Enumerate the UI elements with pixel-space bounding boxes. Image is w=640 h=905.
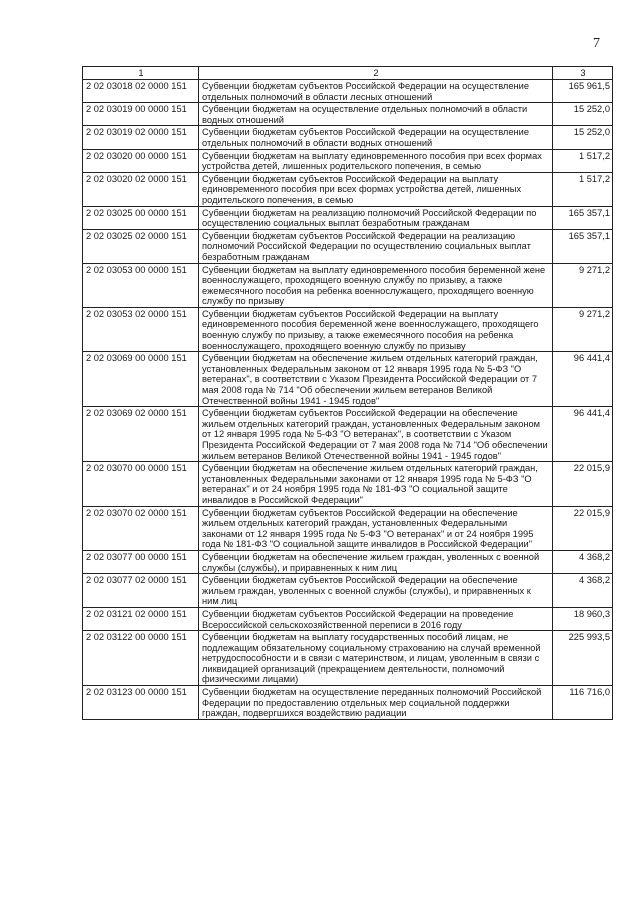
budget-code: 2 02 03069 02 0000 151 bbox=[83, 407, 199, 462]
table-row bbox=[83, 352, 613, 407]
subvention-name: Субвенции бюджетам субъектов Российской Федерации на проведение Всероссийской сельскохозяйственной переписи в 2016 году bbox=[199, 607, 553, 630]
budget-code: 2 02 03019 00 0000 151 bbox=[83, 103, 199, 126]
table-row bbox=[83, 574, 613, 608]
budget-code: 2 02 03020 02 0000 151 bbox=[83, 172, 199, 206]
budget-code: 2 02 03070 00 0000 151 bbox=[83, 462, 199, 506]
amount: 116 716,0 bbox=[553, 686, 613, 720]
budget-code: 2 02 03019 02 0000 151 bbox=[83, 126, 199, 149]
budget-code: 2 02 03025 02 0000 151 bbox=[83, 229, 199, 263]
amount: 22 015,9 bbox=[553, 462, 613, 506]
table-row bbox=[83, 550, 613, 573]
table-row bbox=[83, 80, 613, 103]
amount: 15 252,0 bbox=[553, 126, 613, 149]
header-col-2: 2 bbox=[199, 67, 553, 80]
amount: 4 368,2 bbox=[553, 574, 613, 608]
amount: 9 271,2 bbox=[553, 263, 613, 307]
table-row bbox=[83, 126, 613, 149]
amount: 96 441,4 bbox=[553, 352, 613, 407]
table-row bbox=[83, 229, 613, 263]
subvention-name: Субвенции бюджетам на выплату единовременного пособия беременной жене военнослужащего, проходящего военную службу по призыву, а также ежемесячного пособия на ребенка военнослужащего, проходящего военную службу по призыву bbox=[199, 263, 553, 307]
table-row bbox=[83, 103, 613, 126]
subvention-name: Субвенции бюджетам субъектов Российской Федерации на обеспечение жильем отдельных категорий граждан, установленных Федеральным законом от 12 января 1995 года № 5-ФЗ "О ветеранах", в соответствии с Указом Президента Российской Федерации от 7 мая 2008 года № 714 "Об обеспечении жильем ветеранов Великой Отечественной войны 1941 - 1945 годов" bbox=[199, 407, 553, 462]
page-number: 7 bbox=[593, 36, 600, 51]
header-row bbox=[83, 67, 613, 80]
amount: 15 252,0 bbox=[553, 103, 613, 126]
budget-code: 2 02 03025 00 0000 151 bbox=[83, 206, 199, 229]
table-row bbox=[83, 686, 613, 720]
budget-code: 2 02 03077 02 0000 151 bbox=[83, 574, 199, 608]
header-col-3: 3 bbox=[553, 67, 613, 80]
amount: 18 960,3 bbox=[553, 607, 613, 630]
table-row bbox=[83, 307, 613, 351]
table-row bbox=[83, 607, 613, 630]
subvention-name: Субвенции бюджетам субъектов Российской Федерации на выплату единовременного пособия при всех формах устройства детей, лишенных родительского попечения, в семью bbox=[199, 172, 553, 206]
table-row bbox=[83, 506, 613, 550]
table-row bbox=[83, 462, 613, 506]
amount: 165 357,1 bbox=[553, 229, 613, 263]
budget-code: 2 02 03123 00 0000 151 bbox=[83, 686, 199, 720]
table-row bbox=[83, 206, 613, 229]
subvention-name: Субвенции бюджетам на осуществление отдельных полномочий в области водных отношений bbox=[199, 103, 553, 126]
amount: 165 357,1 bbox=[553, 206, 613, 229]
budget-code: 2 02 03121 02 0000 151 bbox=[83, 607, 199, 630]
table-row bbox=[83, 149, 613, 172]
table-row bbox=[83, 263, 613, 307]
budget-code: 2 02 03018 02 0000 151 bbox=[83, 80, 199, 103]
amount: 1 517,2 bbox=[553, 149, 613, 172]
subvention-name: Субвенции бюджетам на обеспечение жильем граждан, уволенных с военной службы (службы), и приравненных к ним лиц bbox=[199, 550, 553, 573]
amount: 4 368,2 bbox=[553, 550, 613, 573]
subvention-name: Субвенции бюджетам субъектов Российской Федерации на выплату единовременного пособия беременной жене военнослужащего, проходящего военную службу по призыву, а также ежемесячного пособия на ребенка военнослужащего, проходящего военную службу по призыву bbox=[199, 307, 553, 351]
budget-code: 2 02 03070 02 0000 151 bbox=[83, 506, 199, 550]
table-row bbox=[83, 407, 613, 462]
amount: 96 441,4 bbox=[553, 407, 613, 462]
subvention-name: Субвенции бюджетам на выплату государственных пособий лицам, не подлежащим обязательному социальному страхованию на случай временной нетрудоспособности и в связи с материнством, и лицам, уволенным в связи с ликвидацией организаций (прекращением деятельности, полномочий физическими лицами) bbox=[199, 631, 553, 686]
subvention-name: Субвенции бюджетам субъектов Российской Федерации на обеспечение жильем граждан, уволенных с военной службы (службы), и приравненных к ним лиц bbox=[199, 574, 553, 608]
budget-code: 2 02 03069 00 0000 151 bbox=[83, 352, 199, 407]
table-row bbox=[83, 631, 613, 686]
amount: 9 271,2 bbox=[553, 307, 613, 351]
subvention-name: Субвенции бюджетам субъектов Российской Федерации на осуществление отдельных полномочий в области лесных отношений bbox=[199, 80, 553, 103]
table-header bbox=[83, 67, 613, 80]
budget-table bbox=[82, 66, 613, 720]
budget-code: 2 02 03053 02 0000 151 bbox=[83, 307, 199, 351]
subvention-name: Субвенции бюджетам на обеспечение жильем отдельных категорий граждан, установленных Федеральным законом от 12 января 1995 года № 5-ФЗ "О ветеранах", в соответствии с Указом Президента Российской Федерации от 7 мая 2008 года № 714 "Об обеспечении жильем ветеранов Великой Отечественной войны 1941 - 1945 годов" bbox=[199, 352, 553, 407]
amount: 22 015,9 bbox=[553, 506, 613, 550]
amount: 1 517,2 bbox=[553, 172, 613, 206]
subvention-name: Субвенции бюджетам субъектов Российской Федерации на обеспечение жильем отдельных категорий граждан, установленных Федеральными законами от 12 января 1995 года № 5-ФЗ "О ветеранах" и от 24 ноября 1995 года № 181-ФЗ "О социальной защите инвалидов в Российской Федерации" bbox=[199, 506, 553, 550]
budget-code: 2 02 03077 00 0000 151 bbox=[83, 550, 199, 573]
amount: 225 993,5 bbox=[553, 631, 613, 686]
table-body bbox=[83, 80, 613, 720]
header-col-1: 1 bbox=[83, 67, 199, 80]
budget-code: 2 02 03122 00 0000 151 bbox=[83, 631, 199, 686]
subvention-name: Субвенции бюджетам на реализацию полномочий Российской Федерации по осуществлению социальных выплат безработным гражданам bbox=[199, 206, 553, 229]
subvention-name: Субвенции бюджетам на осуществление переданных полномочий Российской Федерации по предоставлению отдельных мер социальной поддержки граждан, подвергшихся воздействию радиации bbox=[199, 686, 553, 720]
amount: 165 961,5 bbox=[553, 80, 613, 103]
subvention-name: Субвенции бюджетам на обеспечение жильем отдельных категорий граждан, установленных Федеральными законами от 12 января 1995 года № 5-ФЗ "О ветеранах" и от 24 ноября 1995 года № 181-ФЗ "О социальной защите инвалидов в Российской Федерации" bbox=[199, 462, 553, 506]
subvention-name: Субвенции бюджетам субъектов Российской Федерации на реализацию полномочий Российской Федерации по осуществлению социальных выплат безработным гражданам bbox=[199, 229, 553, 263]
subvention-name: Субвенции бюджетам на выплату единовременного пособия при всех формах устройства детей, лишенных родительского попечения, в семью bbox=[199, 149, 553, 172]
table-row bbox=[83, 172, 613, 206]
budget-code: 2 02 03020 00 0000 151 bbox=[83, 149, 199, 172]
subvention-name: Субвенции бюджетам субъектов Российской Федерации на осуществление отдельных полномочий в области водных отношений bbox=[199, 126, 553, 149]
budget-code: 2 02 03053 00 0000 151 bbox=[83, 263, 199, 307]
